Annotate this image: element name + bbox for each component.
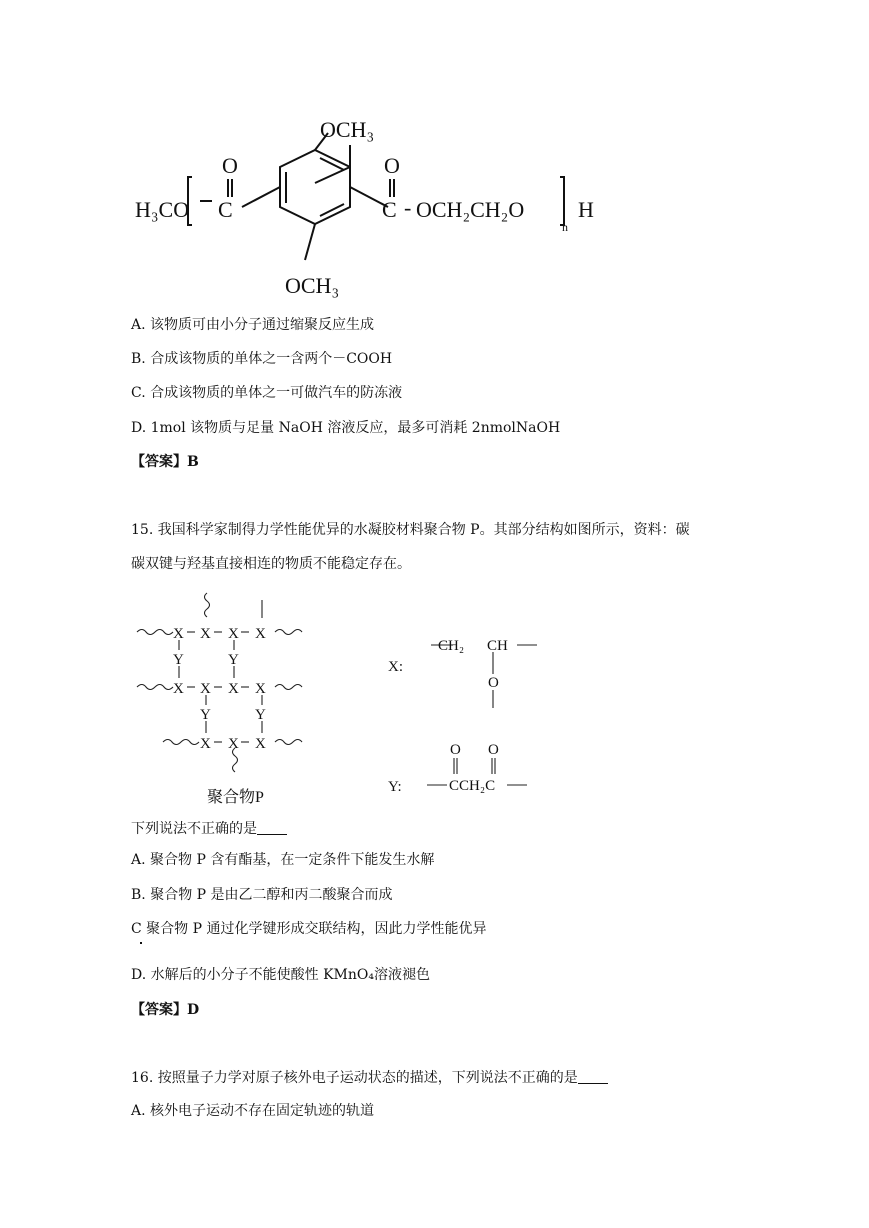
y-label: Y:: [388, 779, 402, 795]
polymer-structure-figure: [130, 105, 620, 305]
carbonyl-c-left: C: [218, 197, 233, 222]
q14-option-d: D. 1mol 该物质与足量 NaOH 溶液反应，最多可消耗 2nmolNaOH: [131, 420, 561, 436]
q16-stem: [131, 1069, 608, 1087]
answer-blank: [257, 820, 287, 835]
net-x: X: [255, 681, 266, 697]
polymer-p-caption: 聚合物P: [207, 789, 264, 806]
q14-option-b: B. 合成该物质的单体之一含两个－COOH: [131, 351, 393, 367]
subscript-n: n: [562, 220, 568, 234]
x-o: O: [488, 675, 499, 691]
ester-chain: OCH₂CH₂O: [416, 197, 525, 222]
q15-stem-line1: 15. 我国科学家制得力学性能优异的水凝胶材料聚合物 P。其部分结构如图所示，资料：碳: [131, 522, 690, 538]
q16-option-a: A. 核外电子运动不存在固定轨迹的轨道: [131, 1103, 375, 1119]
net-x: X: [255, 626, 266, 642]
q15-option-a: A. 聚合物 P 含有酯基，在一定条件下能发生水解: [131, 852, 435, 868]
q15-stem-line2: 碳双键与羟基直接相连的物质不能稳定存在。: [131, 556, 411, 572]
stray-dot: [140, 942, 142, 944]
net-x: X: [228, 736, 239, 752]
q14-option-c: C. 合成该物质的单体之一可做汽车的防冻液: [131, 385, 403, 401]
polymer-p-figure: [135, 588, 555, 808]
net-x: X: [173, 626, 184, 642]
net-y: Y: [173, 652, 184, 668]
q15-option-b: B. 聚合物 P 是由乙二醇和丙二酸聚合而成: [131, 887, 393, 903]
net-x: X: [228, 681, 239, 697]
q15-answer: 【答案】D: [131, 1002, 200, 1018]
q15-question-text: 下列说法不正确的是: [131, 821, 257, 837]
q15-option-d: D. 水解后的小分子不能使酸性 KMnO₄溶液褪色: [131, 967, 430, 983]
answer-blank: [578, 1069, 608, 1084]
net-x: X: [200, 626, 211, 642]
och3-top: OCH₃: [320, 117, 375, 142]
net-x: X: [255, 736, 266, 752]
dash: -: [404, 195, 412, 220]
end-h: H: [578, 197, 594, 222]
y-chain: CCH₂C: [449, 778, 496, 794]
net-y: Y: [228, 652, 239, 668]
q16-stem-text: 16. 按照量子力学对原子核外电子运动状态的描述，下列说法不正确的是: [131, 1070, 578, 1086]
net-x: X: [173, 681, 184, 697]
x-ch2: CH₂: [438, 638, 465, 654]
net-y: Y: [200, 707, 211, 723]
carbonyl-o-left: O: [222, 153, 238, 178]
left-group: H₃CO: [135, 197, 190, 222]
net-x: X: [200, 681, 211, 697]
y-o-left: O: [450, 742, 461, 758]
och3-bottom: OCH₃: [285, 273, 340, 298]
carbonyl-o-right: O: [384, 153, 400, 178]
q14-answer: 【答案】B: [131, 454, 199, 470]
q14-option-a: A. 该物质可由小分子通过缩聚反应生成: [131, 317, 375, 333]
carbonyl-c-right: C: [382, 197, 397, 222]
net-y: Y: [255, 707, 266, 723]
net-x: X: [228, 626, 239, 642]
net-x: X: [200, 736, 211, 752]
q15-question: [131, 820, 287, 838]
x-label: X:: [388, 659, 403, 675]
x-ch: CH: [487, 638, 508, 654]
y-o-right: O: [488, 742, 499, 758]
q15-option-c: C 聚合物 P 通过化学键形成交联结构，因此力学性能优异: [131, 921, 487, 937]
